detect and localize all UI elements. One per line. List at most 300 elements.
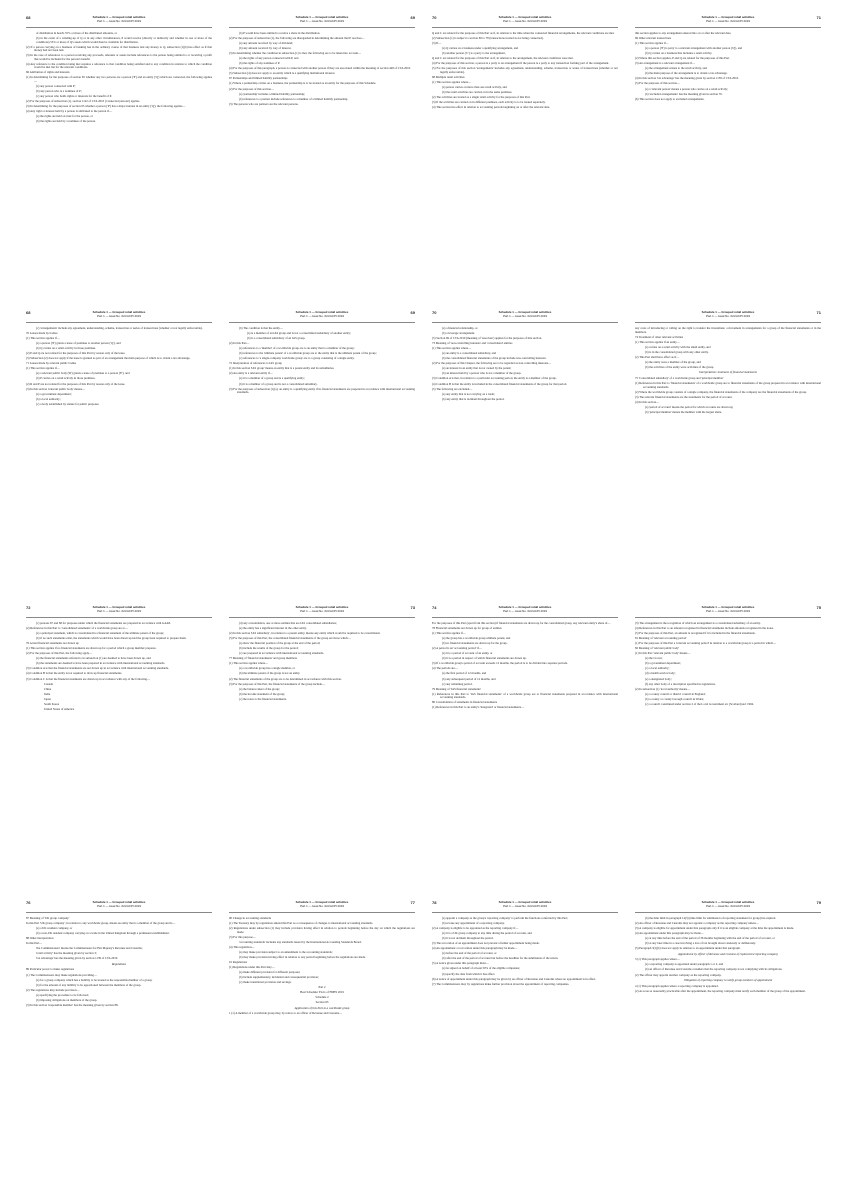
- paragraph: Section 63: [315, 1000, 329, 1005]
- paragraph: (a) references to a 'member' of a worldwide group are to an entity that is a member of the group;: [239, 346, 355, 351]
- paragraph: (a) a person ('P') grants a lease of premises to another person ('Q'), and: [36, 341, 121, 346]
- page-body: [26, 622, 212, 711]
- paragraph: (b) P carries on a retail activity in those premises.: [36, 376, 96, 381]
- paragraph: of distribution in head's 55% or more of the distributed amounts, or: [36, 31, 117, 35]
- paragraph: 67 Partnerships and limited liability partnerships: [229, 76, 288, 81]
- page-header: [26, 901, 212, 913]
- paragraph: Part 2: [318, 985, 326, 990]
- page-number: 73: [410, 606, 415, 610]
- page-number: 70: [432, 16, 437, 20]
- paragraph: (6) A notice of appointment under this paragraph may be given by an officer of Revenue and Customs where no appointment is in effect.: [432, 976, 597, 981]
- paragraph: (5) Paragraph 3(1)(b) does not apply in relation to an appointment under this paragraph.: [635, 946, 741, 951]
- page-header: [26, 606, 212, 618]
- paragraph: (a) person carries on more than one retail activity, and: [442, 85, 507, 90]
- paragraph: 90 Change in accounting standards: [229, 916, 271, 920]
- paragraph: (b) Q carries on a retail activity in those premises.: [36, 346, 96, 351]
- running-header-subtitle: Part 1 — Heat No. 02c/ACPI 2019: [300, 313, 344, 318]
- paragraph: (4) In this section—: [635, 399, 660, 404]
- paragraph: (a) 'partnership' includes a limited liability partnership;: [239, 91, 305, 96]
- paragraph: (c) references to 'a single-company worldwide group' are to a group consisting of a single entity.: [239, 356, 355, 361]
- paragraph: (1) This section applies where—: [432, 346, 472, 351]
- page-body: [635, 622, 821, 706]
- paragraph: (b) a local authority;: [36, 396, 61, 401]
- paragraph: (1) In this Part 'relevant public body' means—: [635, 651, 691, 656]
- paragraph: (b) a non-UK resident company carrying on a trade in the United Kingdom through a permanent establishment.: [36, 931, 170, 936]
- page-body: [26, 327, 212, 406]
- paragraph: (b) 'principal member' means the member with the largest share.: [645, 409, 722, 414]
- document-page: [635, 16, 821, 286]
- paragraph: (4) Any right or interest held by a person is attributed to the person if—: [26, 109, 112, 114]
- page-number: 78: [432, 901, 437, 905]
- paragraph: (c) are prepared in accordance with international accounting standards.: [239, 651, 325, 656]
- paragraph: 74 Treatment of other relevant activities: [635, 334, 684, 339]
- running-header-subtitle: Part 1 — Heat No. 02c/ACPI 2019: [706, 608, 750, 613]
- document-page: [26, 901, 212, 1171]
- running-header-subtitle: Part 1 — Heat No. 02c/ACPI 2019: [300, 18, 344, 23]
- paragraph: (a) carries on a retail activity with the small entity, and: [645, 344, 711, 349]
- paragraph: (b) the statements are deemed to have been prepared in accordance with international accounting standards.: [36, 661, 166, 666]
- running-header-title: Schedule 1 — Grouped retail activities: [295, 901, 349, 904]
- paragraph: (3) For the purposes of subsection (1)(a), an entity is a qualifying entity if its financial statements are prepared in accordance with international accounting standards.: [229, 386, 415, 395]
- paragraph: 71 Leases made by relevant public bodies: [26, 361, 77, 366]
- paragraph: (b) include the results of the group for the period;: [239, 646, 299, 651]
- page-header: [635, 901, 821, 913]
- paragraph: 91 Regulations: [229, 959, 248, 964]
- page-body: [229, 917, 415, 1016]
- running-header-title: Schedule 1 — Grouped retail activities: [701, 901, 755, 904]
- paragraph: (b) after the end of the period of account but before the deadline for the submission of the return.: [442, 956, 559, 961]
- document-page: [635, 901, 821, 1171]
- paragraph: (1) Where a partnership carries on a business, the partnership is to be treated as an entity for the purposes of this Schedule.: [229, 81, 377, 86]
- paragraph: (5) Subsection (4) does not apply to an entity which is a qualifying institutional investor.: [229, 71, 336, 76]
- page-body: [635, 32, 821, 101]
- paragraph: (3) The relevant financial statements are the statements for the period of account.: [635, 394, 733, 399]
- paragraph: (2) For the purposes of subsection (1), the following are disregarded in determining the amount that P receives—: [229, 36, 365, 41]
- page-header: [26, 16, 212, 28]
- paragraph: (2) The officer may appoint another company as the reporting company.: [635, 972, 722, 977]
- running-header: [432, 16, 618, 23]
- paragraph: (1) References in this Part to 'IAS financial statements' of a worldwide group are to financial statements prepared in accordance with international accounting standards.: [432, 691, 618, 700]
- page-header: [229, 606, 415, 618]
- paragraph: (2) For the purposes of this Part, the following apply—: [26, 651, 93, 656]
- page-number: 68: [26, 311, 31, 315]
- paragraph: (b) a leverage arrangement.: [442, 331, 475, 336]
- paragraph: (4) Any reference to the condition being met requires a reference to that condition being satisfied and to any condition in relation to which the condition would be met but for the relevant conditions.: [26, 61, 212, 70]
- paragraph: (a) any entity that is not carrying on a trade;: [442, 391, 495, 396]
- paragraph: (b) it is not dormant throughout the period.: [442, 936, 494, 941]
- running-header-title: Schedule 1 — Grouped retail activities: [498, 16, 552, 19]
- paragraph: Heat Schedule: Facts of FDHS 2019: [300, 990, 344, 995]
- paragraph: (5) The following are excluded—: [432, 386, 473, 391]
- paragraph: (a) a 'relevant person' means a person who carries on a retail activity;: [645, 86, 728, 91]
- page-grid: [26, 16, 821, 1171]
- paragraph: (c) a body established by statute for public purposes.: [36, 401, 100, 406]
- running-header-subtitle: Part 1 — Heat No. 02c/ACPI 2019: [503, 608, 547, 613]
- paragraph: (1) This section applies if—: [26, 336, 60, 341]
- paragraph: (c) 'arrangements' include any agreement, understanding, scheme, transaction or series of transactions (whether or not legally enforceable).: [36, 326, 203, 330]
- paragraph: (b) for the amount of any liability to be apportioned between the members of the group.: [36, 982, 142, 987]
- paragraph: (4) An appointment under this paragraph may be made—: [635, 931, 704, 936]
- paragraph: (c) make transitional provision and savings.: [239, 980, 292, 985]
- running-header-title: Schedule 1 — Grouped retail activities: [92, 606, 146, 609]
- paragraph: (b) the activities of the entity were activities of the group.: [645, 364, 715, 369]
- paragraph: (2) A company is eligible to be appointed as the reporting company if—: [432, 926, 519, 931]
- paragraph: (7) The Commissioners may by regulations make further provision about the appointment of reporting companies.: [432, 981, 570, 986]
- paragraph: (b) any entity that is dormant throughout the period.: [442, 396, 505, 401]
- paragraph: any costs of introducing or rolling on the right to transfer the investment, a movement in arrangements for a group of the financial statements or in the members.: [635, 326, 821, 334]
- paragraph: (3) Subsection (2) does not apply if the lease is granted as part of an arrangement the main purpose of which is to obtain a tax advantage.: [26, 356, 191, 361]
- paragraph: (2) For the purposes of this Chapter, the following are to be regarded as non-controlling interests—: [432, 361, 552, 366]
- paragraph: 4 (1) This paragraph applies where a reporting company is appointed.: [635, 983, 719, 988]
- section-heading: Interpretation: treatment of financial statements: [699, 370, 757, 375]
- page-header: [432, 16, 618, 28]
- paragraph: (3) If a worldwide group's period of account exceeds 12 months, the period is to be divided into separate periods.: [432, 661, 568, 666]
- paragraph: (3) An arrangement is a relevant arrangement if—: [635, 61, 696, 66]
- paragraph: (5) For the purposes of this Part, an amount is recognised if it is included in the financial statements.: [635, 631, 756, 636]
- paragraph: (5) Condition C is that the financial statements are drawn up in accordance with any of the following—: [26, 676, 151, 681]
- document-page: [635, 606, 821, 876]
- page-body: [432, 622, 618, 710]
- paragraph: (b) include supplementary, incidental and consequential provision;: [239, 975, 319, 980]
- running-header-subtitle: Part 1 — Heat No. 02c/ACPI 2019: [97, 608, 141, 613]
- running-header: [635, 16, 821, 23]
- running-header: [26, 901, 212, 908]
- paragraph: (1) This section applies if—: [26, 366, 60, 371]
- running-header: [432, 311, 618, 318]
- paragraph: (4) In this section 'tax advantage' has the meaning given by section 1139 of CTA 2010.: [635, 76, 739, 81]
- paragraph: (2) Where the worldwide group consists of a single company, the financial statements of the company are the financial statements of the group.: [635, 389, 807, 394]
- document-page: [229, 311, 415, 581]
- running-header-title: Schedule 1 — Grouped retail activities: [701, 16, 755, 19]
- paragraph: (a) is a member of an IAS group and is not a consolidated subsidiary of another entity;: [247, 331, 351, 336]
- document-page: [229, 606, 415, 876]
- paragraph: (2) Regulations under subsection (1) may include provision having effect in relation to periods beginning before the day on which the regulations are made.: [229, 926, 415, 934]
- paragraph: 'accounting standards' includes any standards issued by the International Accounting Standards Board.: [239, 939, 362, 944]
- paragraph: (f) any other body of a description specified in regulations.: [645, 681, 716, 686]
- paragraph: (2) If a person carrying on a business of banking has in the ordinary course of that business lent any money to Q, subsection (1)(b) has effect as if that money had not been lent.: [26, 44, 212, 53]
- paragraph: (1) The Treasury may by regulations amend this Part as a consequence of changes to international accounting standards.: [229, 921, 374, 926]
- paragraph: (b) is a consolidated subsidiary of an IAS group.: [247, 336, 306, 341]
- paragraph: (2) The financial statements of the group are to be determined in accordance with this section.: [229, 676, 342, 681]
- paragraph: 77 Meaning of 'financial statements' and group members: [229, 656, 297, 661]
- paragraph: (a) a person ('P') is party to a relevant arrangement with another person ('Q'), and: [645, 46, 743, 51]
- paragraph: (3) In this section 'relevant public body' means—: [26, 386, 85, 391]
- paragraph: (b) specify the date from which it has effect.: [442, 971, 496, 976]
- paragraph: (b) imposing obligations on members of the group.: [36, 997, 98, 1002]
- paragraph: (3) Condition A is that the financial statements are not drawn up in accordance with international accounting standards.: [26, 666, 169, 671]
- paragraph: 68 Multiple retail activities: [432, 74, 465, 79]
- running-header: [635, 311, 821, 318]
- paragraph: (a) a reporting company is appointed under paragraph 1 or 2, and: [645, 962, 724, 967]
- paragraph: (3) In this section 'responsible member' has the meaning given by section 88.: [26, 1002, 119, 1007]
- paragraph: (b) the consolidated financial statements of the group include non-controlling interests.: [442, 356, 547, 361]
- paragraph: (b) if no such statements exist, the statements which would have been drawn up had the group been required to prepare them.: [36, 636, 187, 641]
- paragraph: (6) This section does not apply to excluded arrangements.: [635, 96, 705, 101]
- running-header-subtitle: Part 1 — Heat No. 02c/ACPI 2019: [300, 608, 344, 613]
- paragraph: (4) For the purposes of this paragraph, a person is connected with another person if they are associated within the meaning of section 448 of CTA 2010.: [229, 66, 411, 71]
- page-number: 71: [816, 16, 821, 20]
- paragraph: (2) An entity is a relevant entity if—: [229, 371, 273, 376]
- running-header-title: Schedule 1 — Grouped retail activities: [295, 16, 349, 19]
- document-page: [432, 606, 618, 876]
- page-body: [635, 327, 821, 414]
- paragraph: (c) a council constituted under section 2 of the Local Government etc (Scotland) Act 1994.: [645, 701, 754, 706]
- paragraph: (4) This section has effect in relation to accounting periods beginning on or after the relevant date.: [432, 105, 550, 110]
- paragraph: (2) In this section 'IAS subsidiary', in relation to a parent entity, means any entity which would be required to be consolidated.: [229, 631, 381, 636]
- paragraph: 80 Consolidation of statements in financial statements: [432, 700, 497, 705]
- paragraph: (b) an officer of Revenue and Customs considers that the reporting company is not complying with its obligations.: [645, 967, 783, 972]
- page-body: [432, 32, 618, 110]
- paragraph: (b) the rights of any nominee of P.: [239, 61, 280, 66]
- paragraph: (2) Subsection (1) is subject to section 69 to 78 (transactions treated as not being connected).: [432, 36, 544, 41]
- page-header: [432, 311, 618, 323]
- paragraph: (3) For the purposes of this Part, the consolidated financial statements of the group are those which—: [229, 636, 351, 641]
- paragraph: 73 Meaning of 'non-controlling interests' and 'consolidated' entities: [432, 341, 513, 346]
- paragraph: (d) a health service body;: [645, 671, 676, 676]
- section-heading: Appointment by officer of Revenue and Customs of replacement reporting company: [678, 951, 778, 956]
- page-header: [432, 606, 618, 618]
- paragraph: (a) be signed on behalf of at least 50% of the eligible companies;: [442, 966, 520, 971]
- paragraph: (b) it is a period in respect of which financial statements are drawn up.: [442, 656, 527, 661]
- paragraph: (2) For the purposes of this section—: [229, 86, 274, 91]
- running-header-title: Schedule 1 — Grouped retail activities: [498, 311, 552, 314]
- paragraph: (1) For the purposes of this Part a 'relevant accounting period' in relation to a worldwide group is a period in which—: [635, 641, 776, 646]
- paragraph: (b) revoke any appointment of a reporting company.: [442, 921, 505, 926]
- paragraph: (b) any subsequent period of 12 months, and: [442, 676, 496, 681]
- paragraph: 72 Interpretation of references to IAS group: [229, 361, 282, 366]
- paragraph: (3) If the activities are carried on in different premises, each activity is to be treated separately.: [432, 100, 546, 105]
- paragraph: (a) an entity is a consolidated subsidiary, and: [442, 351, 496, 356]
- document-page: [635, 311, 821, 581]
- paragraph: (b) the main purpose of the arrangement is to obtain a tax advantage.: [645, 71, 728, 76]
- paragraph: Japan: [44, 696, 51, 701]
- paragraph: (a) the arrangement relates to the retail activity, and: [645, 66, 707, 71]
- running-header-subtitle: Part 1 — Heat No. 02c/ACPI 2019: [706, 313, 750, 318]
- page-header: [432, 901, 618, 913]
- paragraph: (a) it is a UK group company at any time during the period of account, and: [442, 931, 532, 936]
- paragraph: 'tax advantage' has the meaning given by section 1139 of CTA 2010.: [36, 956, 119, 961]
- paragraph: (1) This section applies if no financial statements are drawn up for a period which a group member prepares.: [26, 646, 157, 651]
- paragraph: (2) R and P are not related for the purposes of this Part by reason only of the lease.: [26, 381, 126, 386]
- paragraph: (a) it is a period of account of an entity, or: [442, 651, 493, 656]
- paragraph: (3) For this purpose—: [229, 934, 256, 939]
- section-heading: Regulations: [111, 961, 127, 966]
- section-heading: Obligation of reporting company to notify group members of appointment: [683, 978, 773, 983]
- paragraph: (1) The Commissioners may make regulations providing—: [26, 972, 97, 977]
- paragraph: (a) specifying the procedure to be followed;: [36, 992, 89, 997]
- paragraph: (b) in the event of a winding-up of Q or in any other circumstances, P would receive (directly or indirectly and whether in one or more of the conditions) 55% or more of Q's assets which would then be available for distribution.: [36, 36, 212, 44]
- paragraph: (a) make different provision for different purposes;: [239, 970, 301, 975]
- paragraph: (4) Condition B is that the entity is not required to draw up financial statements.: [26, 671, 123, 676]
- paragraph: 79 Meaning of 'IAS financial statements': [432, 686, 481, 691]
- paragraph: (b) the ultimate parent of the group is not an entity.: [239, 671, 301, 676]
- running-header-subtitle: Part 1 — Heat No. 02c/ACPI 2019: [503, 903, 547, 908]
- running-header: [229, 606, 415, 613]
- running-header: [229, 16, 415, 23]
- paragraph: (b) an interest held by a person who is not a member of the group.: [442, 371, 522, 376]
- paragraph: 69 Other relevant transactions: [635, 36, 672, 41]
- running-header: [26, 311, 212, 318]
- document-page: [26, 311, 212, 581]
- paragraph: 'the Commissioners' means the Commissioners for Her Majesty's Revenue and Customs;: [36, 946, 143, 951]
- running-header-title: Schedule 1 — Grouped retail activities: [92, 901, 146, 904]
- paragraph: (b) the rights are held by a nominee of the person.: [36, 119, 96, 124]
- paragraph: 88 Other interpretation: [26, 936, 54, 941]
- running-header-subtitle: Part 1 — Heat No. 02c/ACPI 2019: [503, 313, 547, 318]
- page-number: 70: [432, 311, 437, 315]
- paragraph: (1) References in this Part to an entity's 'integrated' or financial statements—: [432, 705, 525, 710]
- paragraph: (4) An appointment or revocation under this paragraph may be made—: [432, 946, 518, 951]
- running-header-title: Schedule 1 — Grouped retail activities: [498, 606, 552, 609]
- paragraph: (a) Q carries on a business under a qualifying arrangement, and: [442, 46, 519, 51]
- paragraph: (a) an interest in an entity that is not owned by the parent;: [442, 366, 512, 371]
- paragraph: (4) For the purposes of this section, a person is a party to an arrangement if the person is a party to any transaction forming part of the arrangement.: [432, 61, 610, 66]
- document-page: [26, 16, 212, 286]
- running-header-subtitle: Part 1 — Heat No. 02c/ACPI 2019: [97, 903, 141, 908]
- paragraph: In this Part 'UK group company', in relation to any worldwide group, means an entity that is a member of the group and is—: [26, 921, 176, 926]
- page-body: [229, 622, 415, 701]
- paragraph: (2) For the purposes of subsection (1), section 1122 of CTA 2010 ('connected persons') applies.: [26, 99, 141, 104]
- paragraph: (b) may make provision having effect in relation to any period beginning before the regulations are made.: [239, 954, 366, 959]
- paragraph: (5) For the purposes of this section—: [635, 81, 680, 86]
- paragraph: (b) the income statement of the group;: [239, 691, 285, 696]
- paragraph: (2) The regulations may include provision—: [26, 987, 80, 992]
- paragraph: 1 (1) A member of a worldwide group may, by notice to an officer of Revenue and Customs—: [229, 1011, 343, 1016]
- paragraph: (c) persons 67 and 68 for purposes under which the financial statements are prepared in accordance with GAAP.: [36, 621, 171, 625]
- page-header: [635, 606, 821, 618]
- running-header: [26, 606, 212, 613]
- paragraph: (a) the rights are held on trust for the person, or: [36, 114, 93, 119]
- paragraph: (1) In this section 'IAS group' means an entity that is a parent entity and its subsidiaries.: [229, 366, 335, 371]
- paragraph: (b) references to a partner include references to a member of a limited liability partnership.: [239, 96, 349, 101]
- paragraph: (3) Condition A is that, in relation to a particular accounting period, the entity is a member of the group.: [432, 376, 557, 381]
- paragraph: (a) the first period of 12 months, and: [442, 671, 487, 676]
- running-header-title: Schedule 1 — Grouped retail activities: [295, 606, 349, 609]
- document-page: [432, 16, 618, 286]
- paragraph: (a) a worldwide group has a single member, or: [239, 666, 295, 671]
- paragraph: (a) appoint a company as the group's 'reporting company' to perform the functions conferred by this Part;: [442, 916, 568, 920]
- paragraph: (a) may make provision subject to an amendment to the accounting standards;: [239, 949, 333, 954]
- paragraph: For the purposes of this Part (apart from this section) if financial statements are drawn up for the consolidated group, any relevant entity's share of—: [432, 621, 611, 625]
- paragraph: (1) References in this Part to 'financial statements' of a worldwide group are to financial statements of the group prepared in accordance with international accounting standards.: [635, 381, 821, 389]
- paragraph: (a) a county council or district council in England;: [645, 691, 706, 696]
- paragraph: (a) any person connected with P;: [36, 84, 76, 89]
- paragraph: (2) In this Part—: [229, 341, 250, 346]
- section-heading: Application of this Part to a worldwide group: [294, 1005, 350, 1010]
- paragraph: (b) any amount received by way of interest.: [239, 46, 292, 51]
- paragraph: (1) This section applies if—: [432, 631, 466, 636]
- paragraph: (5) Section 69 of CTA 2010 (meaning of 'associate') applies for the purposes of this section.: [432, 336, 542, 341]
- paragraph: In this Part—: [26, 941, 43, 946]
- paragraph: (a) the balance sheet of the group;: [239, 686, 280, 691]
- paragraph: (a) for a group company which has a liability to be treated as the responsible member of a group;: [36, 977, 153, 982]
- paragraph: (5) For the purposes of this section 'arrangements' includes any agreement, understanding, scheme, transaction or series of transactions (whether or not legally enforceable).: [432, 66, 618, 74]
- paragraph: (5) A notice given under this paragraph must—: [432, 961, 489, 966]
- paragraph: 66 Attribution of rights and interests: [26, 70, 70, 75]
- paragraph: (3) For the purposes of this Part, the financial statements of the group include—: [229, 681, 325, 686]
- paragraph: India: [44, 691, 51, 696]
- page-header: [635, 16, 821, 28]
- paragraph: (a) a government department;: [36, 391, 72, 396]
- paragraph: 81 Meaning of 'relevant accounting period': [635, 636, 687, 641]
- paragraph: (2) P and Q are not related for the purposes of this Part by reason only of the lease.: [26, 351, 126, 356]
- paragraph: (b) Q carries on a business that includes a retail activity.: [645, 51, 713, 56]
- paragraph: (b) P would have been entitled to receive a share in the distribution.: [239, 31, 321, 35]
- page-body: [635, 917, 821, 993]
- paragraph: 87 Meaning of 'UK group company': [26, 916, 70, 920]
- paragraph: 75 'Consolidated subsidiary' of a worldwide group and 'principal member': [635, 375, 724, 380]
- paragraph: 89 Particular power to make regulations: [26, 967, 75, 972]
- paragraph: (1) This section applies if—: [635, 41, 669, 46]
- paragraph: (3) In determining whether the condition in subsection (1) is met, the following are to be taken into account—: [229, 51, 362, 56]
- paragraph: (a) a financial relationship, or: [442, 326, 478, 330]
- paragraph: Schedule 2: [315, 995, 329, 1000]
- paragraph: (a) the Crown;: [645, 656, 663, 661]
- document-page: [26, 606, 212, 876]
- paragraph: 76 Actual financial statements not drawn up: [26, 641, 79, 646]
- paragraph: (e) the entity has a significant interest in the other entity.: [239, 626, 307, 631]
- running-header: [635, 901, 821, 908]
- paragraph: (d) any consolidation, one or more entities that are IAS consolidated subsidiaries;: [239, 621, 337, 625]
- document-page: [432, 311, 618, 581]
- page-number: 71: [816, 311, 821, 315]
- paragraph: (3) If—: [432, 41, 442, 46]
- paragraph: 70 Leases made by bodies: [26, 331, 58, 336]
- page-header: [229, 311, 415, 323]
- paragraph: China: [44, 686, 52, 691]
- paragraph: Q and C are related for the purposes of this Part as if, in relation to the time when the connected financial arrangements, the relevant conditions are met.: [432, 31, 615, 35]
- document-page: [229, 16, 415, 286]
- paragraph: (3) In the case of references to a person receiving any proceeds, amounts or assets include references to the person being entitled to or receiving a profit that would be included for the person's benefit.: [26, 53, 212, 61]
- paragraph: (e) a designated body;: [645, 676, 672, 681]
- running-header: [635, 606, 821, 613]
- paragraph: (a) a principal statement, which is consolidated in a financial statement of the ultimate parent of the group;: [36, 631, 164, 636]
- paragraph: (a) a UK resident company, or: [36, 926, 73, 931]
- page-number: 68: [26, 16, 31, 20]
- paragraph: (a) the rights of any person connected with P, and: [239, 56, 299, 61]
- paragraph: (1) This section applies where—: [432, 79, 472, 84]
- paragraph: (2) In subsection (1) 'local authority' means—: [635, 686, 691, 691]
- paragraph: 78 Financial statements not drawn up for group of entities: [432, 626, 502, 631]
- paragraph: (b) the retail activities are carried on in the same premises.: [442, 90, 513, 95]
- paragraph: (b) at any later time in a case involving a loss of tax brought about carelessly or deliberately.: [645, 941, 756, 946]
- page-header: [26, 311, 212, 323]
- paragraph: (c) a local authority;: [645, 666, 670, 671]
- paragraph: (3) In determining for the purposes of section 65 whether a person ('P') has a major interest in an entity ('Q'), the following applies—: [26, 104, 186, 109]
- page-number: 79: [816, 901, 821, 905]
- page-body: [229, 327, 415, 395]
- page-body: [26, 32, 212, 124]
- page-number: 77: [410, 901, 415, 905]
- paragraph: (4) References in this Part to an amount recognised in financial statements include amounts recognised in the notes.: [635, 626, 774, 631]
- paragraph: (1) In determining for the purposes of section 65 whether any two persons are a person ('P') and an entity ('Q') which are connected, the following applies—: [26, 75, 212, 84]
- running-header-subtitle: Part 1 — Heat No. 02c/ACPI 2019: [706, 18, 750, 23]
- page-number: 69: [410, 311, 415, 315]
- paragraph: (3) The persons who are partners are the relevant persons.: [229, 101, 299, 106]
- paragraph: (b) a county or county borough council in Wales;: [645, 696, 704, 701]
- paragraph: (2) An officer of Revenue and Customs may not appoint a company as the reporting company unless—: [635, 921, 759, 926]
- running-header: [432, 901, 618, 908]
- page-header: [635, 311, 821, 323]
- running-header-subtitle: Part 1 — Heat No. 02c/ACPI 2019: [97, 18, 141, 23]
- paragraph: (b) The condition is that the entity—: [239, 326, 283, 330]
- page-body: [26, 917, 212, 1007]
- paragraph: 82 Meaning of 'relevant public body': [635, 646, 680, 651]
- paragraph: United States of America: [44, 706, 75, 711]
- paragraph: (c) any person who holds rights or interests for the benefit of P.: [36, 94, 112, 99]
- paragraph: (b) 'excluded arrangements' has the meaning given in section 70.: [645, 91, 723, 96]
- paragraph: (b) no financial statements are drawn up for the group.: [442, 641, 508, 646]
